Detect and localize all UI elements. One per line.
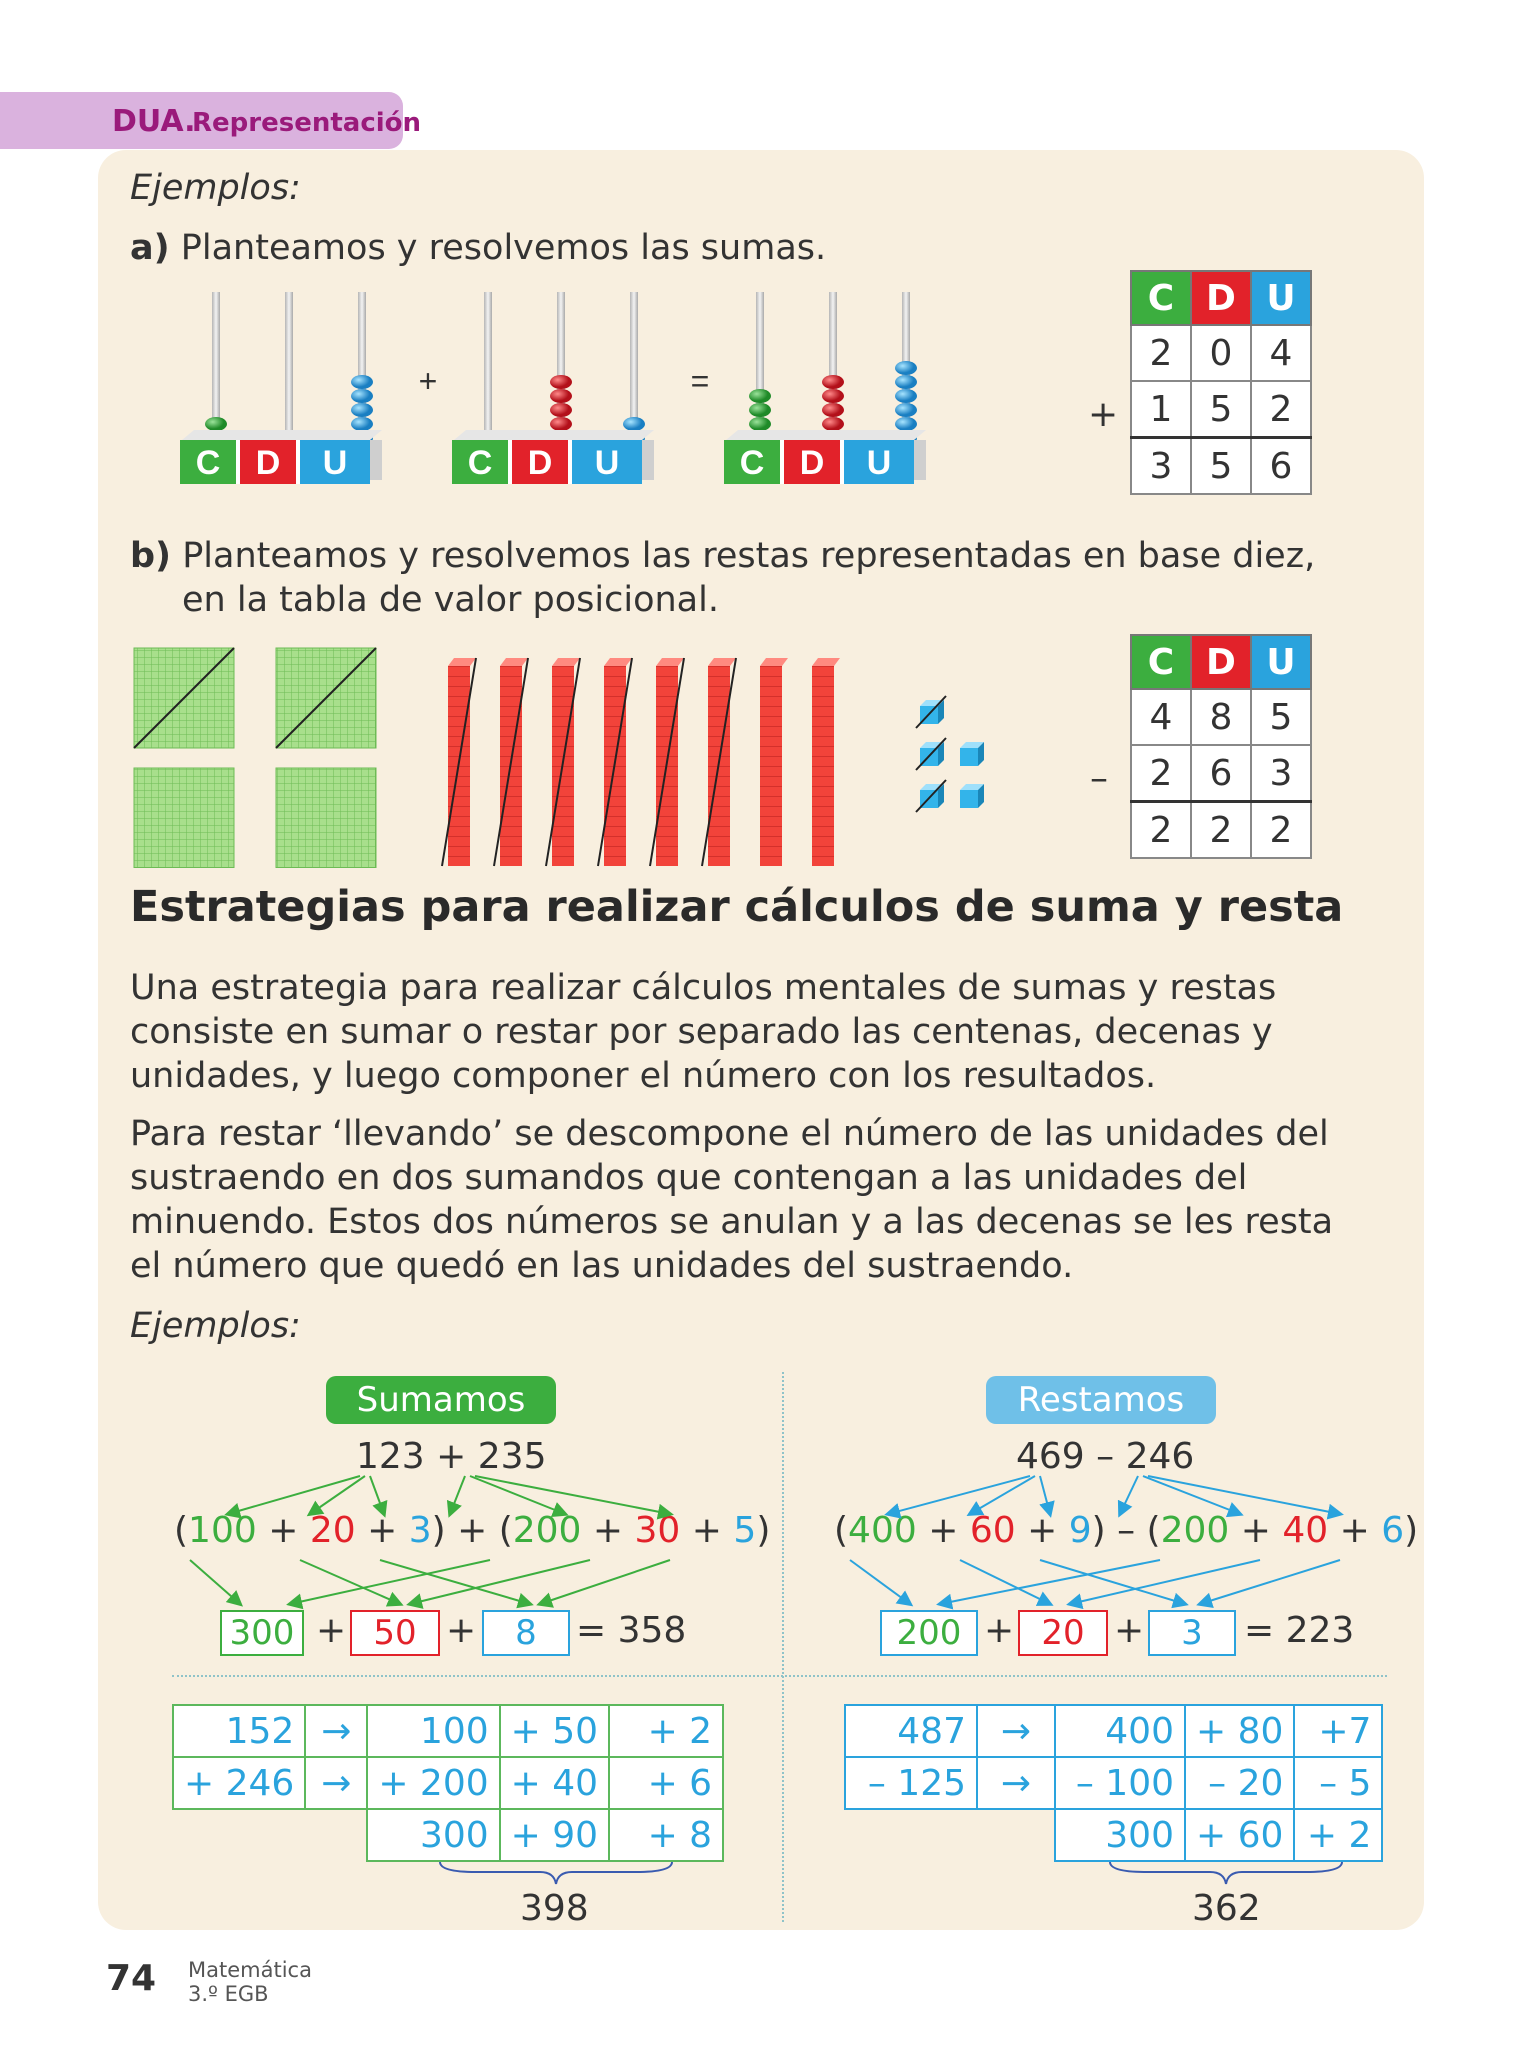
header-c: C (1131, 635, 1191, 689)
paren: ( (174, 1510, 189, 1551)
part-b-text (130, 534, 1315, 578)
examples-label-1: Ejemplos: (130, 168, 301, 208)
units-value: 5 (733, 1510, 757, 1551)
box-value: 20 (1041, 1613, 1085, 1653)
sum-arrows (160, 1470, 720, 1610)
tens-value: 40 (1282, 1510, 1329, 1551)
paragraph-2-line: minuendo. Estos dos números se anulan y a las decenas se les resta (130, 1202, 1334, 1242)
footer-subject (188, 1958, 312, 2006)
sub-decomposition-table (844, 1704, 1383, 1862)
sub-table-cell: – 125 (845, 1757, 977, 1809)
hundreds-value: 200 (512, 1510, 582, 1551)
sum-hundreds-box (220, 1610, 304, 1656)
sub-table-cell: – 100 (1055, 1757, 1185, 1809)
paragraph-1-line: Una estrategia para realizar cálculos mentales de sumas y restas (130, 968, 1277, 1008)
box-value: 3 (1181, 1613, 1203, 1653)
tens-value: 20 (309, 1510, 356, 1551)
tens-value: 30 (634, 1510, 681, 1551)
plus: + (916, 1510, 970, 1551)
box-value: 200 (896, 1613, 962, 1653)
paragraph-1 (130, 966, 1370, 1098)
subtraction-operator: – (1090, 758, 1108, 799)
plus: + (256, 1510, 310, 1551)
cell: 1 (1131, 381, 1191, 438)
paragraph-2-line: sustraendo en dos sumandos que contengan a las unidades del (130, 1158, 1248, 1198)
box-value: 300 (229, 1613, 295, 1653)
abacus-2-label-d: D (527, 444, 553, 482)
plus: + (581, 1510, 635, 1551)
page-number: 74 (106, 1958, 157, 1999)
sub-table-empty (977, 1809, 1055, 1861)
paragraph-2-line: Para restar ‘llevando’ se descompone el número de las unidades del (130, 1114, 1329, 1154)
sub-brace-icon (1106, 1858, 1346, 1888)
sub-expression: 469 – 246 (1016, 1436, 1195, 1477)
cell: 5 (1191, 381, 1251, 438)
sub-table-cell: + 2 (1294, 1809, 1382, 1861)
subject-name: Matemática (188, 1958, 312, 1982)
sub-arrows (820, 1470, 1380, 1610)
plus: + (1328, 1510, 1382, 1551)
dua-category: Representación (192, 108, 422, 138)
arrow-icon: → (305, 1705, 367, 1757)
abacus-illustration (170, 280, 970, 520)
paragraph-1-line: unidades, y luego componer el número con los resultados. (130, 1056, 1157, 1096)
sum-table-cell: + 246 (173, 1757, 305, 1809)
part-a-text (130, 226, 826, 270)
sum-table-cell: 300 (367, 1809, 499, 1861)
part-a-instruction: Planteamos y resolvemos las sumas. (180, 228, 827, 268)
dua-badge (0, 92, 422, 149)
cell: 6 (1191, 745, 1251, 802)
sub-box-plus: + (984, 1610, 1015, 1651)
result-cell: 2 (1191, 802, 1251, 859)
sum-table-empty (305, 1809, 367, 1861)
paragraph-2 (130, 1112, 1370, 1288)
hundred-flat-4 (276, 768, 376, 868)
box-value: 8 (515, 1613, 537, 1653)
arrow-icon: → (305, 1757, 367, 1809)
sum-decomposition-table (172, 1704, 724, 1862)
abacus-3-label-c: C (739, 444, 765, 482)
hundreds-value: 200 (1160, 1510, 1230, 1551)
hundred-flat-3 (134, 768, 234, 868)
sub-table-cell: – 20 (1185, 1757, 1294, 1809)
arrow-icon: → (977, 1705, 1055, 1757)
units-value: 9 (1068, 1510, 1092, 1551)
hundred-flat-crossed-2 (276, 648, 376, 748)
cell: 8 (1191, 689, 1251, 745)
sum-result: = 358 (576, 1610, 687, 1651)
abacus-plus: + (418, 363, 438, 399)
sum-table-empty (173, 1809, 305, 1861)
abacus-3-label-u: U (866, 444, 892, 482)
sub-table-cell: 300 (1055, 1809, 1185, 1861)
paren: ) (756, 1510, 771, 1551)
sum-table-cell: + 200 (367, 1757, 499, 1809)
sum-expression: 123 + 235 (356, 1436, 547, 1477)
units-value: 3 (408, 1510, 432, 1551)
sum-table-cell: + 2 (609, 1705, 723, 1757)
sub-table-cell: 487 (845, 1705, 977, 1757)
header-u: U (1251, 271, 1311, 325)
base-ten-blocks (130, 636, 1010, 868)
sum-table-cell: + 50 (500, 1705, 609, 1757)
subtraction-place-value-table (1130, 634, 1312, 859)
sum-units-box (482, 1610, 570, 1656)
cell: 2 (1251, 381, 1311, 438)
arrow-icon: → (977, 1757, 1055, 1809)
plus: + (680, 1510, 734, 1551)
hundreds-value: 400 (848, 1510, 917, 1551)
cell: 0 (1191, 325, 1251, 381)
part-a-letter: a) (130, 228, 170, 268)
abacus-1-label-d: D (255, 444, 281, 482)
header-u: U (1251, 635, 1311, 689)
sub-table-cell: +7 (1294, 1705, 1382, 1757)
abacus-2-label-u: U (594, 444, 620, 482)
sub-box-plus: + (1114, 1610, 1145, 1651)
part-b-line2: en la tabla de valor posicional. (182, 580, 719, 620)
plus: + (1229, 1510, 1283, 1551)
sum-brace-icon (436, 1858, 676, 1888)
sum-table-cell: 100 (367, 1705, 499, 1757)
hundreds-value: 100 (188, 1510, 257, 1551)
sum-table-cell: + 90 (500, 1809, 609, 1861)
header-c: C (1131, 271, 1191, 325)
header-d: D (1191, 635, 1251, 689)
sub-table-cell: – 5 (1294, 1757, 1382, 1809)
hundred-flat-crossed-1 (134, 648, 234, 748)
cell: 3 (1251, 745, 1311, 802)
result-cell: 2 (1251, 802, 1311, 859)
operator: ) – ( (1091, 1510, 1161, 1551)
result-cell: 6 (1251, 438, 1311, 495)
paren: ( (834, 1510, 849, 1551)
sub-total: 362 (1192, 1888, 1261, 1929)
sub-table-empty (845, 1809, 977, 1861)
cell: 2 (1131, 745, 1191, 802)
unit-cubes (916, 696, 984, 812)
sub-tens-box (1018, 1610, 1108, 1656)
restamos-pill: Restamos (986, 1376, 1216, 1424)
ten-rods (442, 658, 840, 866)
plus: + (355, 1510, 409, 1551)
tens-value: 60 (969, 1510, 1016, 1551)
part-b-letter: b) (130, 536, 172, 576)
paragraph-2-line: el número que quedó en las unidades del sustraendo. (130, 1246, 1074, 1286)
part-b-line1: Planteamos y resolvemos las restas representadas en base diez, (182, 536, 1316, 576)
operator: ) + ( (431, 1510, 513, 1551)
cell: 2 (1131, 325, 1191, 381)
sum-table-cell: + 40 (500, 1757, 609, 1809)
dua-label: DUA. (112, 104, 196, 139)
sum-box-plus: + (316, 1610, 347, 1651)
abacus-2-label-c: C (467, 444, 493, 482)
section-title: Estrategias para realizar cálculos de suma y resta (130, 882, 1344, 932)
result-cell: 5 (1191, 438, 1251, 495)
cell: 5 (1251, 689, 1311, 745)
addition-place-value-table (1130, 270, 1312, 495)
sub-table-cell: + 60 (1185, 1809, 1294, 1861)
examples-label-2: Ejemplos: (130, 1306, 301, 1346)
abacus-1-label-u: U (322, 444, 348, 482)
abacus-equals: = (690, 363, 710, 399)
sub-result: = 223 (1244, 1610, 1355, 1651)
sum-table-cell: 152 (173, 1705, 305, 1757)
sumamos-pill: Sumamos (326, 1376, 556, 1424)
units-value: 6 (1381, 1510, 1405, 1551)
box-value: 50 (373, 1613, 417, 1653)
abacus-1-label-c: C (195, 444, 221, 482)
sum-total: 398 (520, 1888, 589, 1929)
sum-table-cell: + 6 (609, 1757, 723, 1809)
paren: ) (1404, 1510, 1419, 1551)
cell: 4 (1251, 325, 1311, 381)
sum-box-plus: + (446, 1610, 477, 1651)
sub-table-cell: 400 (1055, 1705, 1185, 1757)
cell: 4 (1131, 689, 1191, 745)
addition-operator: + (1088, 394, 1119, 435)
grade-label: 3.º EGB (188, 1982, 269, 2006)
result-cell: 3 (1131, 438, 1191, 495)
paragraph-1-line: consiste en sumar o restar por separado las centenas, decenas y (130, 1012, 1273, 1052)
sub-units-box (1148, 1610, 1236, 1656)
plus: + (1015, 1510, 1069, 1551)
sub-table-cell: + 80 (1185, 1705, 1294, 1757)
abacus-3-label-d: D (799, 444, 825, 482)
header-d: D (1191, 271, 1251, 325)
result-cell: 2 (1131, 802, 1191, 859)
sub-hundreds-box (880, 1610, 978, 1656)
horizontal-divider (172, 1675, 1387, 1677)
sum-table-cell: + 8 (609, 1809, 723, 1861)
vertical-divider (782, 1372, 784, 1922)
sum-tens-box (350, 1610, 440, 1656)
